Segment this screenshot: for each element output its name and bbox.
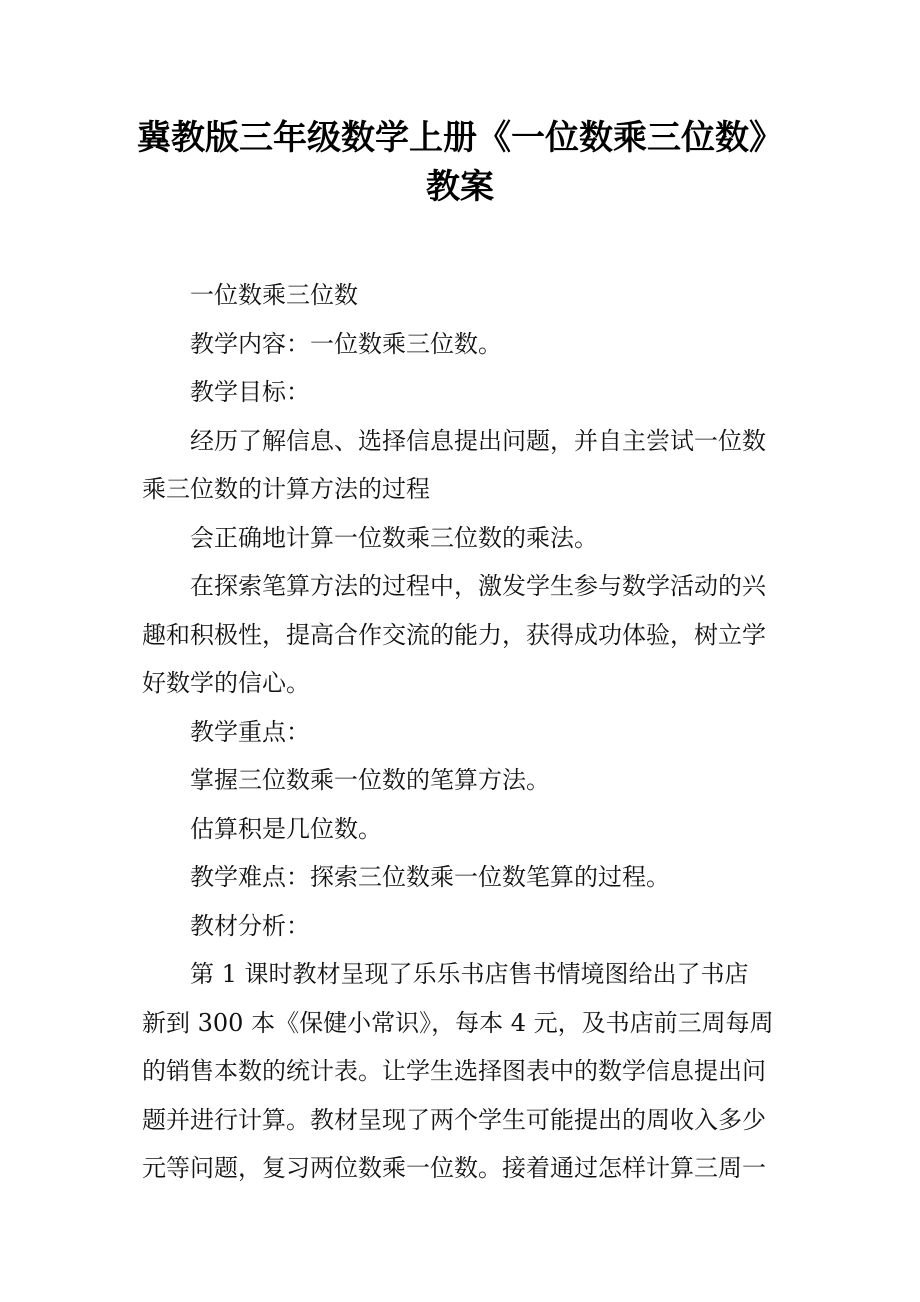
paragraph-line: 估算积是几位数。 <box>190 814 382 843</box>
paragraph-line: 乘三位数的计算方法的过程 <box>142 475 430 503</box>
paragraph-line: 第 1 课时教材呈现了乐乐书店售书情境图给出了书店 <box>190 960 749 988</box>
paragraph-line: 教材分析： <box>190 911 310 940</box>
paragraph-line: 在探索笔算方法的过程中，激发学生参与数学活动的兴 <box>190 572 766 600</box>
paragraph <box>142 417 782 514</box>
paragraph <box>142 902 782 951</box>
paragraph <box>142 756 782 805</box>
document-title-line-1: 冀教版三年级数学上册《一位数乘三位数》 <box>137 118 783 158</box>
paragraph-line: 经历了解信息、选择信息提出问题，并自主尝试一位数 <box>190 426 766 455</box>
paragraph-line: 教学难点：探索三位数乘一位数笔算的过程。 <box>190 863 670 891</box>
paragraph-line: 教学目标： <box>190 378 310 406</box>
paragraph-line: 会正确地计算一位数乘三位数的乘法。 <box>190 523 598 552</box>
paragraph-line: 教学内容：一位数乘三位数。 <box>190 329 502 358</box>
document-body <box>142 271 782 1193</box>
paragraph <box>142 368 782 417</box>
paragraph-line: 新到 300 本《保健小常识》，每本 4 元，及书店前三周每周 <box>142 1008 774 1037</box>
paragraph <box>142 514 782 563</box>
paragraph-line: 一位数乘三位数 <box>190 281 358 309</box>
paragraph-line: 趣和积极性，提高合作交流的能力，获得成功体验，树立学 <box>142 620 766 649</box>
paragraph-line: 好数学的信心。 <box>142 669 310 697</box>
paragraph <box>142 853 782 902</box>
paragraph-line: 的销售本数的统计表。让学生选择图表中的数学信息提出问 <box>142 1057 766 1085</box>
paragraph <box>142 950 782 1193</box>
paragraph <box>142 708 782 757</box>
paragraph <box>142 562 782 708</box>
paragraph-line: 题并进行计算。教材呈现了两个学生可能提出的周收入多少 <box>142 1105 766 1134</box>
paragraph-line: 掌握三位数乘一位数的笔算方法。 <box>190 766 550 794</box>
document-title-line-2: 教案 <box>426 167 494 207</box>
paragraph-line: 元等问题，复习两位数乘一位数。接着通过怎样计算三周一 <box>142 1154 766 1182</box>
paragraph <box>142 320 782 369</box>
paragraph <box>142 271 782 320</box>
paragraph-line: 教学重点： <box>190 717 310 746</box>
paragraph <box>142 805 782 854</box>
